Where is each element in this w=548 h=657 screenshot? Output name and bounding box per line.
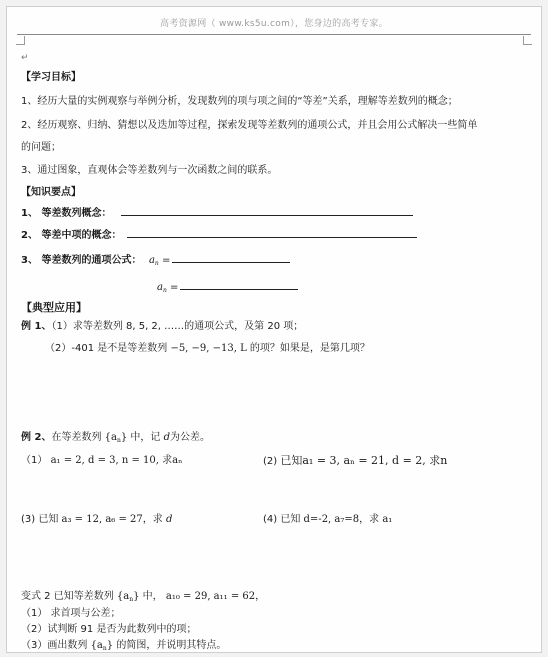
answer-blank-3[interactable] <box>172 253 290 263</box>
knowledge-item-3b <box>157 280 298 297</box>
knowledge-item-3 <box>21 253 290 270</box>
variant-seq-open: {a <box>116 591 130 602</box>
objective-2-cont: 的问题； <box>21 142 61 153</box>
answer-blank-4[interactable] <box>180 280 298 290</box>
formula-eq: = <box>158 255 171 266</box>
q3-label: (3) 已知 <box>21 514 59 525</box>
formula-an-2 <box>157 282 167 293</box>
q2-label: (2) <box>263 456 278 467</box>
variant-item-3-seq-close: } <box>106 640 114 651</box>
variant-item-3-a: （3）画出数列 <box>21 640 88 651</box>
formula-an-var: a <box>148 255 155 266</box>
example-2-q2 <box>263 454 447 468</box>
example-2-seq-sub: n <box>116 437 121 444</box>
knowledge-heading: 【知识要点】 <box>21 187 81 198</box>
knowledge-item-2-label: 2、 等差中项的概念： <box>21 230 122 241</box>
applications-heading: 【典型应用】 <box>21 301 87 314</box>
variant-text-c: ， <box>255 591 266 602</box>
objective-2: 2、经历观察、归纳、猜想以及迭加等过程，探索发现等差数列的通项公式，并且会用公式解决一些简单 <box>21 120 478 131</box>
variant-sequence <box>117 591 140 602</box>
formula-eq-2: = <box>166 282 179 293</box>
formula-an-2-sub: n <box>162 287 167 294</box>
header-rule <box>17 34 531 35</box>
objective-3: 3、通过图象，直观体会等差数列与一次函数之间的联系。 <box>21 165 278 176</box>
variant-item-2: （2）试判断 91 是否为此数列中的项； <box>21 624 197 635</box>
example-2-text-b: 中，记 <box>127 432 161 443</box>
variant-label: 变式 2 <box>21 591 51 602</box>
example-2-line <box>21 431 210 447</box>
variant-text-a: 已知等差数列 <box>50 591 114 602</box>
example-2-seq-close: } <box>120 432 128 443</box>
margin-corner-left <box>16 36 25 45</box>
q1-label: （1） <box>21 455 48 466</box>
example-2-q1 <box>21 454 182 467</box>
objectives-heading: 【学习目标】 <box>21 72 81 83</box>
example-1-question-1: （1）求等差数列 8, 5, 2, ……的通项公式，及第 20 项； <box>51 321 304 332</box>
q3-d: d <box>165 514 173 525</box>
q4-label: (4) 已知 <box>263 514 301 525</box>
answer-blank-1[interactable] <box>121 206 413 216</box>
example-2-d: d <box>163 432 170 443</box>
example-1-label: 例 1、 <box>21 321 52 332</box>
example-1-question-2: （2）-401 是不是等差数列 <box>45 343 168 354</box>
example-1-line-1 <box>21 320 303 333</box>
margin-corner-right <box>523 36 532 45</box>
q4-tail: ，求 <box>359 514 380 525</box>
knowledge-item-3-label: 3、 等差数列的通项公式： <box>21 255 142 266</box>
paragraph-mark: ↵ <box>21 53 29 63</box>
example-1-question-2-tail: 的项？如果是，是第几项？ <box>246 343 370 354</box>
example-2-seq-open: {a <box>104 432 117 443</box>
q1-expression: a₁ = 2, d = 3, n = 10, 求aₙ <box>50 455 183 466</box>
example-2-sequence <box>105 432 128 443</box>
example-1-line-2 <box>45 342 370 355</box>
q3-tail: ，求 <box>142 514 163 525</box>
variant-text-b: 中， <box>139 591 163 602</box>
formula-an-sub: n <box>154 260 159 267</box>
variant-item-3-b: 的简图，并说明其特点。 <box>116 640 227 651</box>
q4-expression: d=-2, a₇=8 <box>303 514 360 525</box>
variant-item-3-seq-open: {a <box>90 640 103 651</box>
page-header: 高考资源网（ www.ks5u.com），您身边的高考专家。 <box>160 19 388 29</box>
variant-condition: a₁₀ = 29, a₁₁ = 62 <box>165 591 256 602</box>
variant-item-3-seq-sub: n <box>102 645 107 652</box>
q2-expression: 已知a₁ = 3, aₙ = 21, d = 2, 求n <box>280 454 448 467</box>
variant-seq-close: } <box>133 591 140 602</box>
example-1-sequence: −5, −9, −13, L <box>170 343 247 354</box>
knowledge-item-2 <box>21 228 417 242</box>
example-2-label: 例 2、 <box>21 432 52 443</box>
variant-2-line <box>21 590 265 606</box>
example-2-text-a: 在等差数列 <box>51 432 102 443</box>
objective-1: 1、经历大量的实例观察与举例分析，发现数列的项与项之间的“等差”关系，理解等差数列的概念； <box>21 96 458 107</box>
example-2-text-c: 为公差。 <box>170 432 210 443</box>
answer-blank-2[interactable] <box>127 228 417 238</box>
variant-item-3-sequence <box>91 640 114 651</box>
variant-item-1: （1） 求首项与公差； <box>21 608 121 619</box>
document-page <box>6 6 542 653</box>
q4-a1: a₁ <box>382 514 393 525</box>
q3-expression: a₃ = 12, a₆ = 27 <box>61 514 143 525</box>
variant-seq-sub: n <box>129 596 134 603</box>
knowledge-item-1-label: 1、 等差数列概念： <box>21 208 112 219</box>
formula-an-2-var: a <box>157 282 163 293</box>
example-2-q4 <box>263 513 392 526</box>
formula-an <box>149 255 159 266</box>
variant-item-3 <box>21 639 226 655</box>
knowledge-item-1 <box>21 206 413 220</box>
example-2-q3 <box>21 513 172 526</box>
